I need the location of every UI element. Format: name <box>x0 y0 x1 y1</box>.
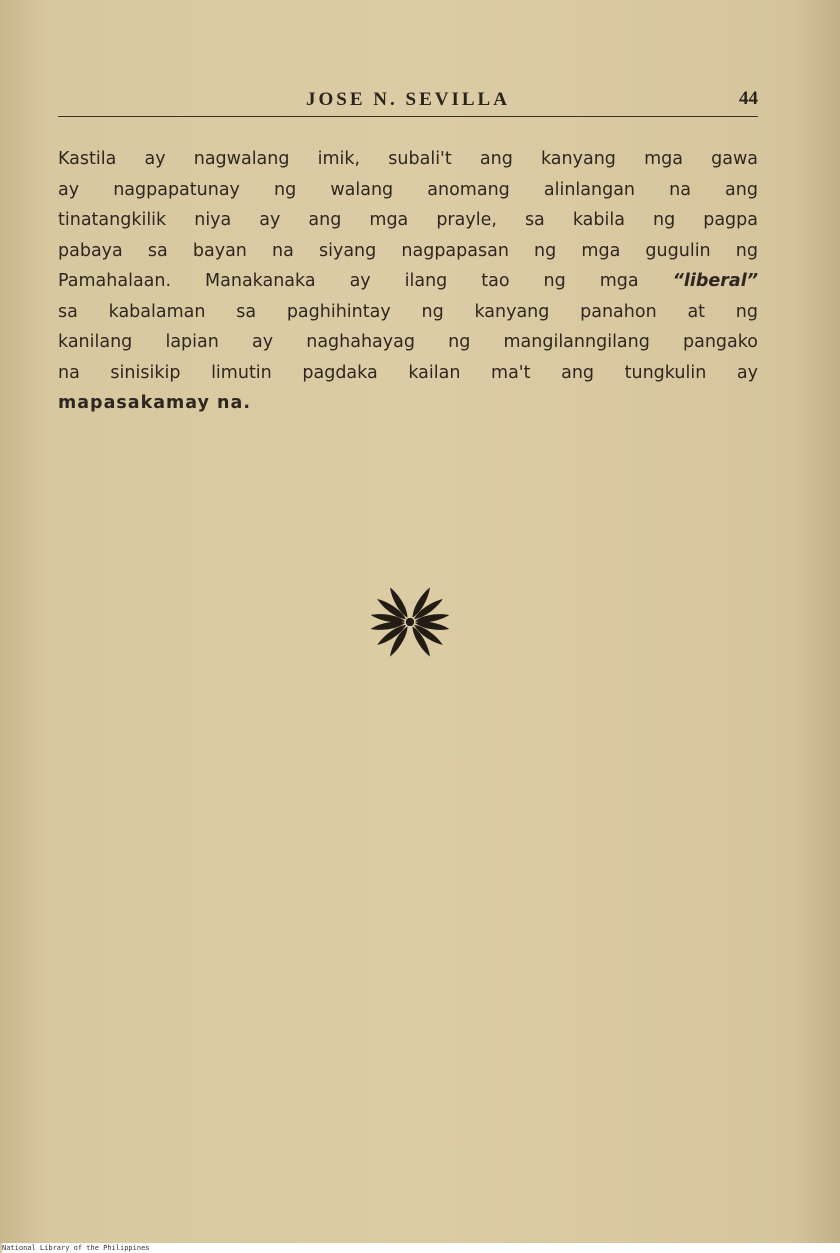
quoted-word-liberal: “liberal” <box>672 271 758 291</box>
text-line: ay nagpapatunay ng walang anomang alinlangan na ang <box>58 179 758 200</box>
running-header <box>58 86 758 117</box>
header-title: JOSE N. SEVILLA <box>306 89 510 110</box>
page-number: 44 <box>739 88 758 109</box>
text-line: Kastila ay nagwalang imik, subali't ang kanyang mga gawa <box>58 149 758 169</box>
text-line: kanilang lapian ay naghahayag ng mangilanngilang pangako <box>58 332 758 352</box>
text-line-with-quote <box>58 266 758 297</box>
body-paragraph <box>58 144 758 419</box>
floral-ornament-icon <box>364 578 456 666</box>
text-line-final: mapasakamay na. <box>58 393 251 413</box>
text-line: pabaya sa bayan na siyang nagpapasan ng mga gugulin ng <box>58 240 758 261</box>
text-line: sa kabalaman sa paghihintay ng kanyang panahon at ng <box>58 301 758 322</box>
footer-credit: National Library of the Philippines <box>2 1243 840 1253</box>
text-line: tinatangkilik niya ay ang mga prayle, sa kabila ng pagpa <box>58 210 758 230</box>
text-line-segment: Pamahalaan. Manakanaka ay ilang tao ng mga <box>58 271 639 291</box>
ornament-center <box>406 618 414 626</box>
text-line: na sinisikip limutin pagdaka kailan ma't ang tungkulin ay <box>58 362 758 383</box>
